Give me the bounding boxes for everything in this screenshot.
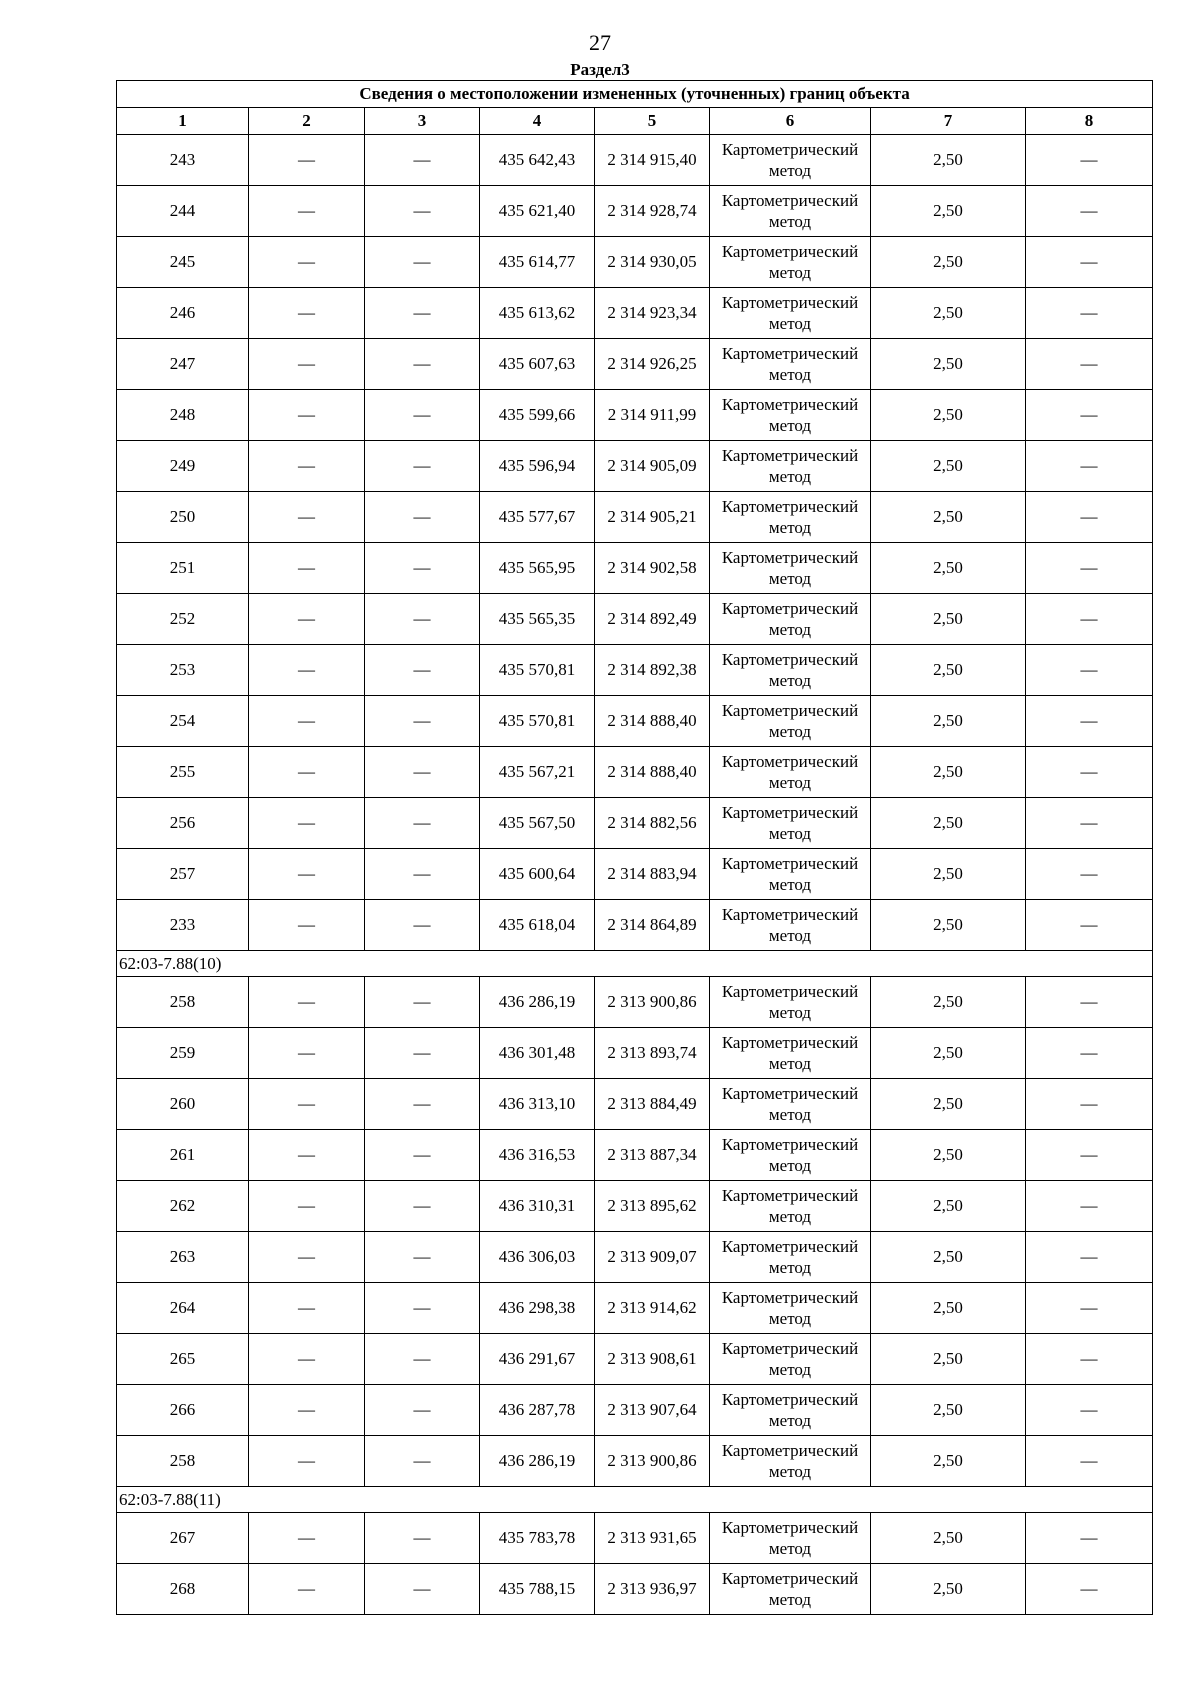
table-cell-col-3: —: [365, 135, 480, 186]
table-cell-col-4: 435 618,04: [480, 900, 595, 951]
table-row: [117, 1283, 1153, 1334]
table-row: [117, 1130, 1153, 1181]
table-cell-col-4: 435 570,81: [480, 696, 595, 747]
table-cell-col-7: 2,50: [871, 492, 1026, 543]
table-cell-col-5: 2 314 905,09: [595, 441, 710, 492]
table-cell-col-7: 2,50: [871, 1334, 1026, 1385]
table-row: [117, 977, 1153, 1028]
table-cell-col-4: 435 607,63: [480, 339, 595, 390]
table-cell-col-3: —: [365, 237, 480, 288]
table-cell-col-2: —: [249, 1334, 365, 1385]
table-cell-col-5: 2 313 936,97: [595, 1564, 710, 1615]
table-cell-col-4: 436 301,48: [480, 1028, 595, 1079]
table-cell-col-3: —: [365, 798, 480, 849]
table-cell-col-5: 2 314 930,05: [595, 237, 710, 288]
table-cell-col-6: Картометрический метод: [710, 1334, 871, 1385]
table-cell-col-8: —: [1026, 798, 1153, 849]
table-cell-col-3: —: [365, 1028, 480, 1079]
table-cell-col-4: 436 298,38: [480, 1283, 595, 1334]
table-cell-col-5: 2 313 900,86: [595, 977, 710, 1028]
parcel-group-row: [117, 1487, 1153, 1513]
table-cell-col-7: 2,50: [871, 288, 1026, 339]
table-cell-col-3: —: [365, 849, 480, 900]
table-cell-col-3: —: [365, 390, 480, 441]
table-cell-col-7: 2,50: [871, 798, 1026, 849]
table-cell-col-1: 251: [117, 543, 249, 594]
table-cell-col-7: 2,50: [871, 645, 1026, 696]
table-row: [117, 237, 1153, 288]
table-cell-col-7: 2,50: [871, 1232, 1026, 1283]
table-cell-col-1: 256: [117, 798, 249, 849]
table-cell-col-2: —: [249, 1079, 365, 1130]
table-cell-col-5: 2 314 923,34: [595, 288, 710, 339]
table-cell-col-1: 233: [117, 900, 249, 951]
table-cell-col-4: 436 286,19: [480, 977, 595, 1028]
table-cell-col-3: —: [365, 543, 480, 594]
table-cell-col-3: —: [365, 977, 480, 1028]
table-cell-col-2: —: [249, 339, 365, 390]
table-cell-col-2: —: [249, 1028, 365, 1079]
table-cell-col-3: —: [365, 900, 480, 951]
table-cell-col-6: Картометрический метод: [710, 1385, 871, 1436]
table-cell-col-4: 435 570,81: [480, 645, 595, 696]
table-cell-col-6: Картометрический метод: [710, 441, 871, 492]
table-cell-col-1: 253: [117, 645, 249, 696]
table-cell-col-2: —: [249, 849, 365, 900]
table-cell-col-7: 2,50: [871, 1283, 1026, 1334]
parcel-group-label: 62:03-7.88(11): [117, 1487, 1153, 1513]
table-cell-col-7: 2,50: [871, 237, 1026, 288]
table-cell-col-3: —: [365, 1564, 480, 1615]
table-cell-col-3: —: [365, 696, 480, 747]
table-cell-col-2: —: [249, 390, 365, 441]
table-cell-col-3: —: [365, 1232, 480, 1283]
column-header: 2: [249, 108, 365, 135]
table-row: [117, 1564, 1153, 1615]
table-cell-col-8: —: [1026, 1232, 1153, 1283]
table-cell-col-1: 265: [117, 1334, 249, 1385]
table-cell-col-8: —: [1026, 849, 1153, 900]
table-row: [117, 1181, 1153, 1232]
column-header: 8: [1026, 108, 1153, 135]
table-cell-col-6: Картометрический метод: [710, 288, 871, 339]
table-cell-col-7: 2,50: [871, 1079, 1026, 1130]
table-cell-col-6: Картометрический метод: [710, 1436, 871, 1487]
table-cell-col-2: —: [249, 977, 365, 1028]
table-cell-col-8: —: [1026, 543, 1153, 594]
table-cell-col-2: —: [249, 186, 365, 237]
table-cell-col-8: —: [1026, 1513, 1153, 1564]
table-cell-col-4: 436 306,03: [480, 1232, 595, 1283]
table-cell-col-6: Картометрический метод: [710, 900, 871, 951]
table-cell-col-1: 267: [117, 1513, 249, 1564]
table-cell-col-8: —: [1026, 237, 1153, 288]
table-cell-col-7: 2,50: [871, 441, 1026, 492]
table-cell-col-1: 252: [117, 594, 249, 645]
table-cell-col-7: 2,50: [871, 1564, 1026, 1615]
coordinates-table: [116, 80, 1153, 1615]
table-row: [117, 492, 1153, 543]
table-cell-col-5: 2 313 909,07: [595, 1232, 710, 1283]
table-cell-col-2: —: [249, 900, 365, 951]
table-cell-col-8: —: [1026, 1079, 1153, 1130]
table-title: Сведения о местоположении измененных (уточненных) границ объекта: [117, 81, 1153, 108]
table-cell-col-3: —: [365, 645, 480, 696]
table-cell-col-6: Картометрический метод: [710, 237, 871, 288]
table-cell-col-1: 247: [117, 339, 249, 390]
table-row: [117, 696, 1153, 747]
table-row: [117, 798, 1153, 849]
table-cell-col-2: —: [249, 237, 365, 288]
table-cell-col-4: 435 621,40: [480, 186, 595, 237]
table-cell-col-8: —: [1026, 696, 1153, 747]
table-cell-col-8: —: [1026, 441, 1153, 492]
table-cell-col-7: 2,50: [871, 747, 1026, 798]
column-header: 7: [871, 108, 1026, 135]
table-cell-col-1: 244: [117, 186, 249, 237]
table-cell-col-7: 2,50: [871, 1513, 1026, 1564]
table-cell-col-4: 435 788,15: [480, 1564, 595, 1615]
table-cell-col-1: 243: [117, 135, 249, 186]
table-cell-col-7: 2,50: [871, 594, 1026, 645]
table-cell-col-3: —: [365, 186, 480, 237]
table-row: [117, 288, 1153, 339]
table-cell-col-1: 259: [117, 1028, 249, 1079]
table-cell-col-7: 2,50: [871, 1436, 1026, 1487]
table-cell-col-8: —: [1026, 339, 1153, 390]
table-cell-col-1: 258: [117, 1436, 249, 1487]
table-cell-col-4: 436 287,78: [480, 1385, 595, 1436]
table-cell-col-2: —: [249, 1564, 365, 1615]
table-cell-col-2: —: [249, 135, 365, 186]
table-cell-col-8: —: [1026, 1028, 1153, 1079]
table-cell-col-2: —: [249, 543, 365, 594]
table-cell-col-5: 2 313 895,62: [595, 1181, 710, 1232]
table-cell-col-4: 436 316,53: [480, 1130, 595, 1181]
table-cell-col-6: Картометрический метод: [710, 977, 871, 1028]
table-cell-col-8: —: [1026, 900, 1153, 951]
table-cell-col-7: 2,50: [871, 390, 1026, 441]
table-cell-col-8: —: [1026, 1564, 1153, 1615]
table-cell-col-6: Картометрический метод: [710, 492, 871, 543]
table-cell-col-4: 435 596,94: [480, 441, 595, 492]
table-cell-col-1: 264: [117, 1283, 249, 1334]
parcel-group-label: 62:03-7.88(10): [117, 951, 1153, 977]
table-cell-col-2: —: [249, 1181, 365, 1232]
table-cell-col-1: 268: [117, 1564, 249, 1615]
table-row: [117, 849, 1153, 900]
table-row: [117, 390, 1153, 441]
column-header: 6: [710, 108, 871, 135]
table-cell-col-8: —: [1026, 1436, 1153, 1487]
table-cell-col-8: —: [1026, 747, 1153, 798]
table-cell-col-3: —: [365, 441, 480, 492]
table-row: [117, 339, 1153, 390]
table-cell-col-2: —: [249, 1232, 365, 1283]
table-cell-col-1: 248: [117, 390, 249, 441]
table-cell-col-6: Картометрический метод: [710, 1028, 871, 1079]
table-row: [117, 1385, 1153, 1436]
table-cell-col-7: 2,50: [871, 135, 1026, 186]
table-cell-col-4: 435 567,21: [480, 747, 595, 798]
section-label: Раздел3: [570, 60, 630, 79]
table-cell-col-5: 2 314 888,40: [595, 696, 710, 747]
table-cell-col-4: 435 642,43: [480, 135, 595, 186]
table-cell-col-1: 254: [117, 696, 249, 747]
table-row: [117, 186, 1153, 237]
table-cell-col-8: —: [1026, 135, 1153, 186]
table-cell-col-3: —: [365, 339, 480, 390]
table-row: [117, 135, 1153, 186]
table-cell-col-2: —: [249, 1513, 365, 1564]
table-cell-col-2: —: [249, 1130, 365, 1181]
table-cell-col-1: 245: [117, 237, 249, 288]
table-cell-col-7: 2,50: [871, 849, 1026, 900]
table-cell-col-4: 435 567,50: [480, 798, 595, 849]
table-cell-col-4: 435 613,62: [480, 288, 595, 339]
table-row: [117, 747, 1153, 798]
table-cell-col-5: 2 314 928,74: [595, 186, 710, 237]
table-cell-col-8: —: [1026, 645, 1153, 696]
table-cell-col-4: 435 600,64: [480, 849, 595, 900]
table-cell-col-5: 2 313 908,61: [595, 1334, 710, 1385]
table-cell-col-6: Картометрический метод: [710, 186, 871, 237]
table-cell-col-5: 2 313 887,34: [595, 1130, 710, 1181]
table-cell-col-3: —: [365, 1513, 480, 1564]
table-cell-col-3: —: [365, 288, 480, 339]
table-cell-col-2: —: [249, 594, 365, 645]
table-cell-col-3: —: [365, 1334, 480, 1385]
table-cell-col-7: 2,50: [871, 186, 1026, 237]
table-cell-col-1: 257: [117, 849, 249, 900]
table-cell-col-2: —: [249, 492, 365, 543]
table-body: [117, 135, 1153, 1615]
table-cell-col-7: 2,50: [871, 900, 1026, 951]
table-cell-col-5: 2 313 914,62: [595, 1283, 710, 1334]
table-cell-col-6: Картометрический метод: [710, 543, 871, 594]
table-cell-col-6: Картометрический метод: [710, 1513, 871, 1564]
table-header-row: [117, 108, 1153, 135]
table-cell-col-1: 258: [117, 977, 249, 1028]
column-header: 5: [595, 108, 710, 135]
table-cell-col-5: 2 314 905,21: [595, 492, 710, 543]
column-header: 4: [480, 108, 595, 135]
table-cell-col-6: Картометрический метод: [710, 849, 871, 900]
table-cell-col-4: 435 565,95: [480, 543, 595, 594]
table-cell-col-7: 2,50: [871, 696, 1026, 747]
table-cell-col-4: 435 599,66: [480, 390, 595, 441]
table-cell-col-3: —: [365, 492, 480, 543]
table-cell-col-3: —: [365, 1130, 480, 1181]
table-cell-col-6: Картометрический метод: [710, 339, 871, 390]
table-row: [117, 1334, 1153, 1385]
column-header: 3: [365, 108, 480, 135]
table-row: [117, 543, 1153, 594]
table-cell-col-5: 2 313 907,64: [595, 1385, 710, 1436]
table-row: [117, 1079, 1153, 1130]
table-cell-col-2: —: [249, 1283, 365, 1334]
table-cell-col-3: —: [365, 1385, 480, 1436]
table-cell-col-8: —: [1026, 390, 1153, 441]
table-cell-col-5: 2 313 900,86: [595, 1436, 710, 1487]
table-cell-col-6: Картометрический метод: [710, 1130, 871, 1181]
table-cell-col-7: 2,50: [871, 977, 1026, 1028]
table-cell-col-1: 261: [117, 1130, 249, 1181]
parcel-group-row: [117, 951, 1153, 977]
table-cell-col-5: 2 314 883,94: [595, 849, 710, 900]
page-number: 27: [589, 30, 611, 55]
table-cell-col-1: 250: [117, 492, 249, 543]
table-cell-col-8: —: [1026, 1181, 1153, 1232]
table-cell-col-7: 2,50: [871, 1181, 1026, 1232]
table-cell-col-3: —: [365, 1436, 480, 1487]
table-cell-col-1: 266: [117, 1385, 249, 1436]
table-cell-col-8: —: [1026, 1334, 1153, 1385]
column-header: 1: [117, 108, 249, 135]
table-cell-col-6: Картометрический метод: [710, 798, 871, 849]
table-cell-col-7: 2,50: [871, 1130, 1026, 1181]
table-cell-col-1: 260: [117, 1079, 249, 1130]
table-cell-col-4: 436 286,19: [480, 1436, 595, 1487]
table-row: [117, 1232, 1153, 1283]
table-cell-col-2: —: [249, 798, 365, 849]
table-cell-col-5: 2 314 915,40: [595, 135, 710, 186]
table-cell-col-6: Картометрический метод: [710, 1283, 871, 1334]
table-cell-col-6: Картометрический метод: [710, 135, 871, 186]
table-cell-col-2: —: [249, 288, 365, 339]
table-cell-col-5: 2 314 911,99: [595, 390, 710, 441]
table-cell-col-5: 2 313 893,74: [595, 1028, 710, 1079]
table-cell-col-5: 2 314 864,89: [595, 900, 710, 951]
table-row: [117, 1436, 1153, 1487]
table-cell-col-4: 435 565,35: [480, 594, 595, 645]
table-cell-col-8: —: [1026, 594, 1153, 645]
table-cell-col-2: —: [249, 1436, 365, 1487]
table-cell-col-6: Картометрический метод: [710, 390, 871, 441]
table-cell-col-4: 436 291,67: [480, 1334, 595, 1385]
table-cell-col-2: —: [249, 1385, 365, 1436]
table-cell-col-8: —: [1026, 1130, 1153, 1181]
table-cell-col-8: —: [1026, 186, 1153, 237]
table-cell-col-6: Картометрический метод: [710, 1079, 871, 1130]
table-cell-col-6: Картометрический метод: [710, 747, 871, 798]
table-cell-col-5: 2 314 892,49: [595, 594, 710, 645]
table-cell-col-3: —: [365, 1079, 480, 1130]
table-cell-col-6: Картометрический метод: [710, 1181, 871, 1232]
table-cell-col-1: 263: [117, 1232, 249, 1283]
table-cell-col-2: —: [249, 696, 365, 747]
table-cell-col-8: —: [1026, 977, 1153, 1028]
table-cell-col-6: Картометрический метод: [710, 645, 871, 696]
table-cell-col-4: 436 310,31: [480, 1181, 595, 1232]
table-cell-col-1: 262: [117, 1181, 249, 1232]
table-cell-col-6: Картометрический метод: [710, 1232, 871, 1283]
table-row: [117, 1513, 1153, 1564]
table-cell-col-3: —: [365, 1181, 480, 1232]
table-cell-col-5: 2 314 926,25: [595, 339, 710, 390]
table-cell-col-6: Картометрический метод: [710, 594, 871, 645]
table-cell-col-8: —: [1026, 1283, 1153, 1334]
table-cell-col-3: —: [365, 594, 480, 645]
table-cell-col-5: 2 313 884,49: [595, 1079, 710, 1130]
table-cell-col-6: Картометрический метод: [710, 1564, 871, 1615]
table-cell-col-5: 2 314 902,58: [595, 543, 710, 594]
table-cell-col-8: —: [1026, 1385, 1153, 1436]
table-cell-col-4: 435 614,77: [480, 237, 595, 288]
table-cell-col-8: —: [1026, 492, 1153, 543]
table-row: [117, 1028, 1153, 1079]
table-cell-col-1: 249: [117, 441, 249, 492]
table-cell-col-7: 2,50: [871, 1028, 1026, 1079]
table-row: [117, 594, 1153, 645]
table-cell-col-8: —: [1026, 288, 1153, 339]
table-cell-col-5: 2 314 892,38: [595, 645, 710, 696]
table-cell-col-4: 436 313,10: [480, 1079, 595, 1130]
table-cell-col-1: 246: [117, 288, 249, 339]
table-cell-col-7: 2,50: [871, 339, 1026, 390]
table-cell-col-5: 2 314 882,56: [595, 798, 710, 849]
table-cell-col-7: 2,50: [871, 1385, 1026, 1436]
table-cell-col-6: Картометрический метод: [710, 696, 871, 747]
table-row: [117, 441, 1153, 492]
table-cell-col-2: —: [249, 645, 365, 696]
table-cell-col-3: —: [365, 747, 480, 798]
table-cell-col-7: 2,50: [871, 543, 1026, 594]
table-cell-col-4: 435 577,67: [480, 492, 595, 543]
table-row: [117, 645, 1153, 696]
table-cell-col-2: —: [249, 747, 365, 798]
table-cell-col-5: 2 314 888,40: [595, 747, 710, 798]
table-cell-col-2: —: [249, 441, 365, 492]
table-cell-col-5: 2 313 931,65: [595, 1513, 710, 1564]
table-row: [117, 900, 1153, 951]
table-cell-col-4: 435 783,78: [480, 1513, 595, 1564]
table-cell-col-1: 255: [117, 747, 249, 798]
table-cell-col-3: —: [365, 1283, 480, 1334]
